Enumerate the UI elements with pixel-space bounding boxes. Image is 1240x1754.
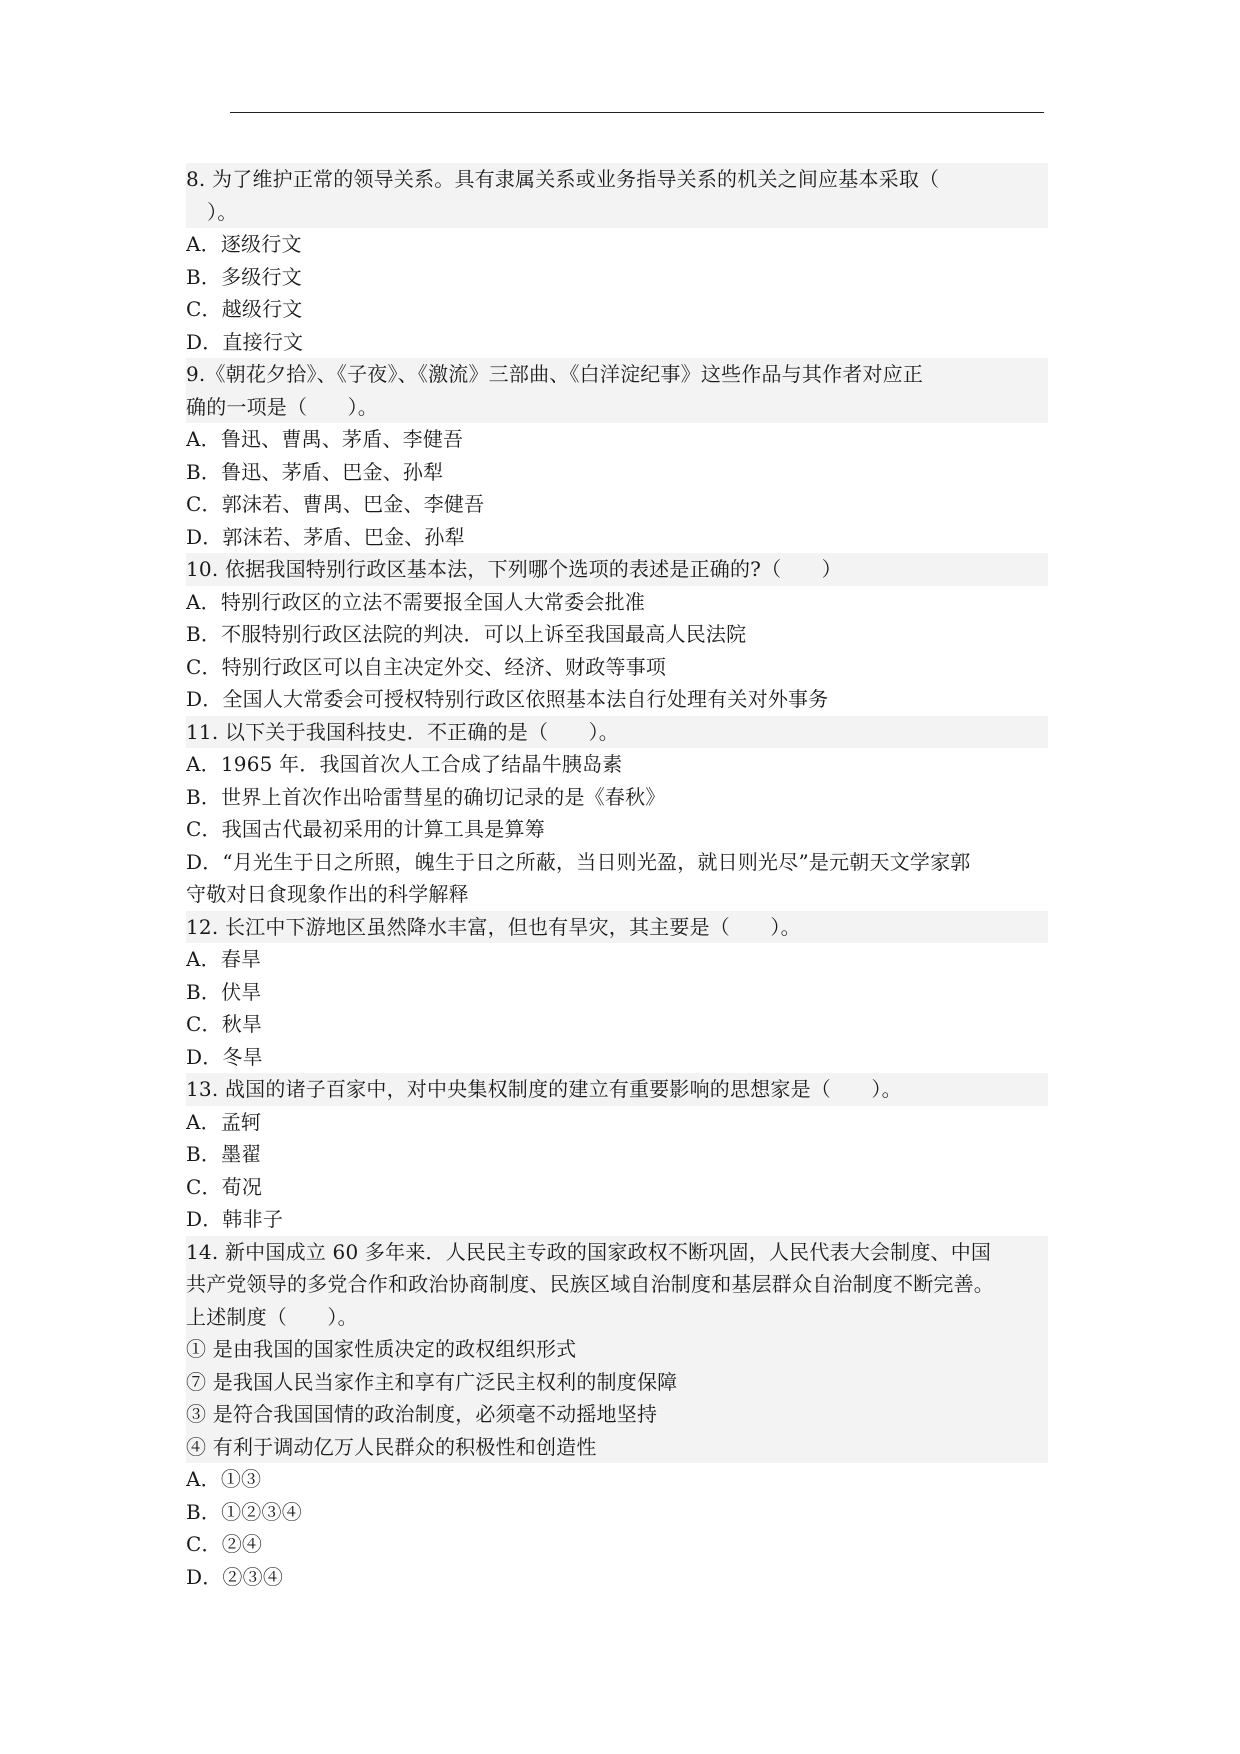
option-a: A．鲁迅、曹禺、茅盾、李健吾 [186,427,464,451]
question-stem: 13. 战国的诸子百家中，对中央集权制度的建立有重要影响的思想家是（ ）。 [186,1073,1048,1106]
option-b: B．伏旱 [186,979,262,1004]
question-13 [186,1073,1048,1236]
option-d: D．“月光生于日之所照，魄生于日之所蔽，当日则光盈，就日则光尽”是元朝天文学家郭 [186,849,971,874]
option-b: B．①②③④ [186,1499,302,1524]
option-a: A．1965 年．我国首次人工合成了结晶牛胰岛素 [186,752,623,776]
option-a: A．①③ [186,1467,262,1491]
question-stem: 上述制度（ ）。 [186,1301,1048,1334]
option-c: C．我国古代最初采用的计算工具是算筹 [186,817,545,841]
question-14 [186,1236,1048,1594]
question-stem: 14. 新中国成立 60 多年来．人民民主专政的国家政权不断巩固，人民代表大会制度、中国 [186,1236,1048,1269]
question-stem: 10. 依据我国特别行政区基本法，下列哪个选项的表述是正确的?（ ） [186,553,1048,586]
option-c: C．特别行政区可以自主决定外交、经济、财政等事项 [186,654,667,679]
option-c: C．郭沫若、曹禺、巴金、李健吾 [186,492,485,516]
question-list [186,163,1048,1593]
statement-4: ④ 有利于调动亿万人民群众的积极性和创造性 [186,1431,1048,1464]
question-12 [186,911,1048,1074]
question-stem: 共产党领导的多党合作和政治协商制度、民族区域自治制度和基层群众自治制度不断完善。 [186,1268,1048,1301]
question-stem: 确的一项是（ ）。 [186,391,1048,424]
option-c: C．秋旱 [186,1012,263,1036]
question-stem: 11. 以下关于我国科技史．不正确的是（ ）。 [186,716,1048,749]
option-a: A．春旱 [186,947,262,971]
statement-1: ① 是由我国的国家性质决定的政权组织形式 [186,1333,1048,1366]
question-stem: 9.《朝花夕拾》、《子夜》、《激流》三部曲、《白洋淀纪事》这些作品与其作者对应正 [186,358,1048,391]
option-c: C．②④ [186,1532,263,1556]
option-a: A．逐级行文 [186,232,302,256]
statement-2: ⑦ 是我国人民当家作主和享有广泛民主权利的制度保障 [186,1366,1048,1399]
option-a: A．孟轲 [186,1109,262,1134]
question-stem: 8. 为了维护正常的领导关系。具有隶属关系或业务指导关系的机关之间应基本采取（ [186,163,1048,196]
question-11 [186,716,1048,911]
option-d: D．直接行文 [186,329,304,354]
option-b: B．世界上首次作出哈雷彗星的确切记录的是《春秋》 [186,784,666,809]
question-10 [186,553,1048,716]
option-d-continued: 守敬对日食现象作出的科学解释 [186,882,469,906]
question-stem: ）。 [186,196,1048,229]
statement-3: ③ 是符合我国国情的政治制度，必须毫不动摇地坚持 [186,1398,1048,1431]
option-b: B．多级行文 [186,264,302,289]
option-b: B．不服特别行政区法院的判决．可以上诉至我国最高人民法院 [186,622,747,646]
option-b: B．墨翟 [186,1142,262,1166]
header-rule [230,112,1044,113]
option-d: D．②③④ [186,1564,284,1589]
option-a: A．特别行政区的立法不需要报全国人大常委会批准 [186,589,646,614]
option-c: C．越级行文 [186,297,303,321]
option-b: B．鲁迅、茅盾、巴金、孙犁 [186,459,444,484]
option-d: D．全国人大常委会可授权特别行政区依照基本法自行处理有关对外事务 [186,687,829,711]
question-8 [186,163,1048,358]
question-9 [186,358,1048,553]
question-stem: 12. 长江中下游地区虽然降水丰富，但也有旱灾，其主要是（ ）。 [186,911,1048,944]
option-d: D．韩非子 [186,1207,284,1231]
option-d: D．郭沫若、茅盾、巴金、孙犁 [186,524,465,549]
option-d: D．冬旱 [186,1044,263,1069]
option-c: C．荀况 [186,1174,263,1199]
